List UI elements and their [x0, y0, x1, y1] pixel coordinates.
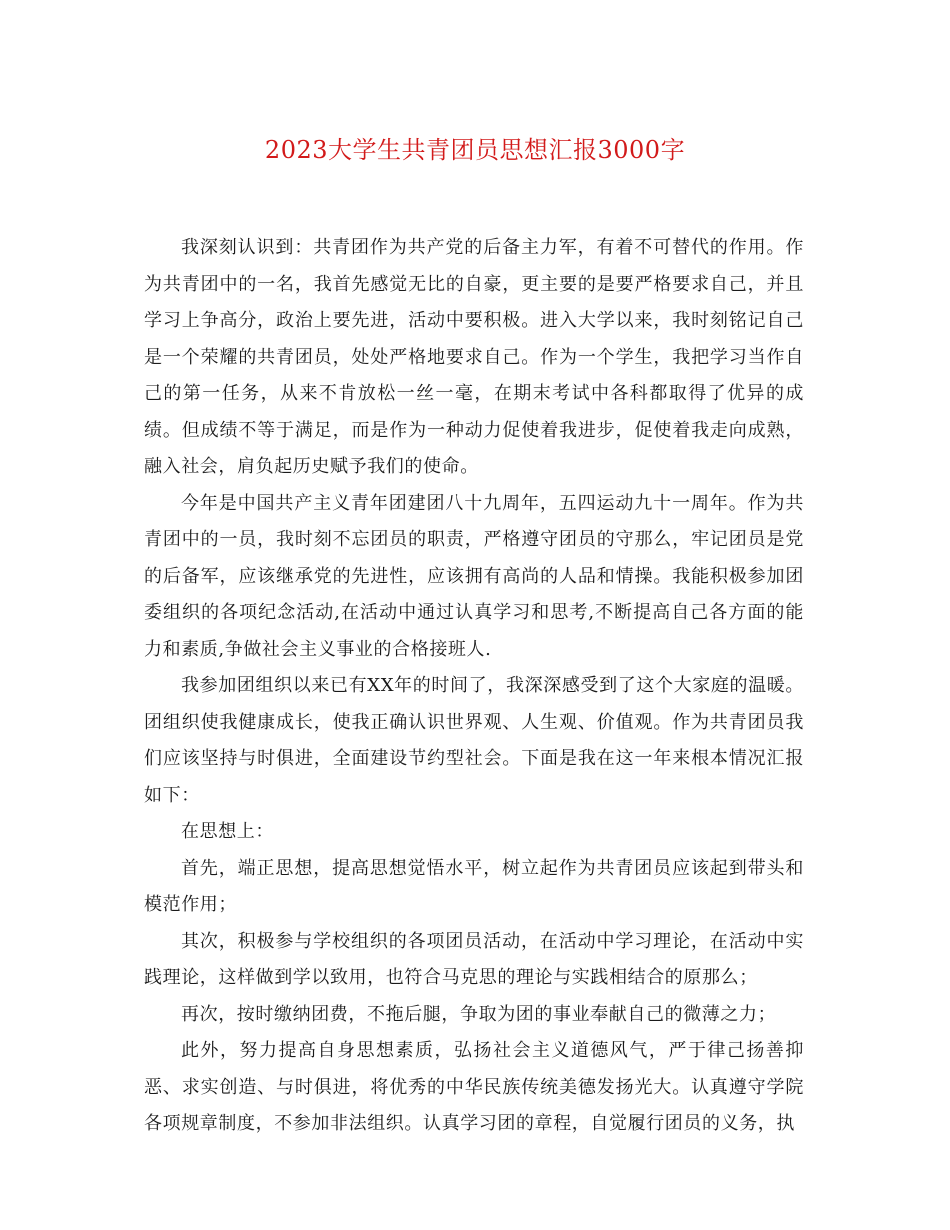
paragraph-1: 我深刻认识到：共青团作为共产党的后备主力军，有着不可替代的作用。作为共青团中的一名，我首先感觉无比的自豪，更主要的是要严格要求自己，并且学习上争高分，政治上要先进，活动中要积极。进入大学以来，我时刻铭记自己是一个荣耀的共青团员，处处严格地要求自己。作为一个学生，我把学习当作自己的第一任务，从来不肯放松一丝一毫，在期末考试中各科都取得了优异的成绩。但成绩不等于满足，而是作为一种动力促使着我进步，促使着我走向成熟，融入社会，肩负起历史赋予我们的使命。	[144, 237, 804, 477]
paragraph-5: 首先，端正思想，提高思想觉悟水平，树立起作为共青团员应该起到带头和模范作用；	[144, 857, 804, 915]
document-body	[144, 230, 804, 1143]
paragraph-7: 再次，按时缴纳团费，不拖后腿，争取为团的事业奉献自己的微薄之力；	[181, 1003, 777, 1025]
paragraph-6: 其次，积极参与学校组织的各项团员活动，在活动中学习理论，在活动中实践理论，这样做到学以致用，也符合马克思的理论与实践相结合的原那么；	[144, 930, 804, 988]
paragraph-4: 在思想上：	[181, 821, 274, 842]
paragraph-2: 今年是中国共产主义青年团建团八十九周年，五四运动九十一周年。作为共青团中的一员，我时刻不忘团员的职责，严格遵守团员的守那么，牢记团员是党的后备军，应该继承党的先进性，应该拥有高尚的人品和情操。我能积极参加团委组织的各项纪念活动,在活动中通过认真学习和思考,不断提高自己各方面的能力和素质,争做社会主义事业的合格接班人.	[144, 492, 804, 660]
paragraph-3: 我参加团组织以来已有XX年的时间了，我深深感受到了这个大家庭的温暖。团组织使我健康成长，使我正确认识世界观、人生观、价值观。作为共青团员我们应该坚持与时俱进，全面建设节约型社会。下面是我在这一年来根本情况汇报如下：	[144, 675, 804, 806]
document-title: 2023大学生共青团员思想汇报3000字	[264, 136, 686, 164]
paragraph-8: 此外，努力提高自身思想素质，弘扬社会主义道德风气，严于律己扬善抑恶、求实创造、与时俱进，将优秀的中华民族传统美德发扬光大。认真遵守学院各项规章制度，不参加非法组织。认真学习团的章程，自觉履行团员的义务，执	[144, 1040, 804, 1134]
